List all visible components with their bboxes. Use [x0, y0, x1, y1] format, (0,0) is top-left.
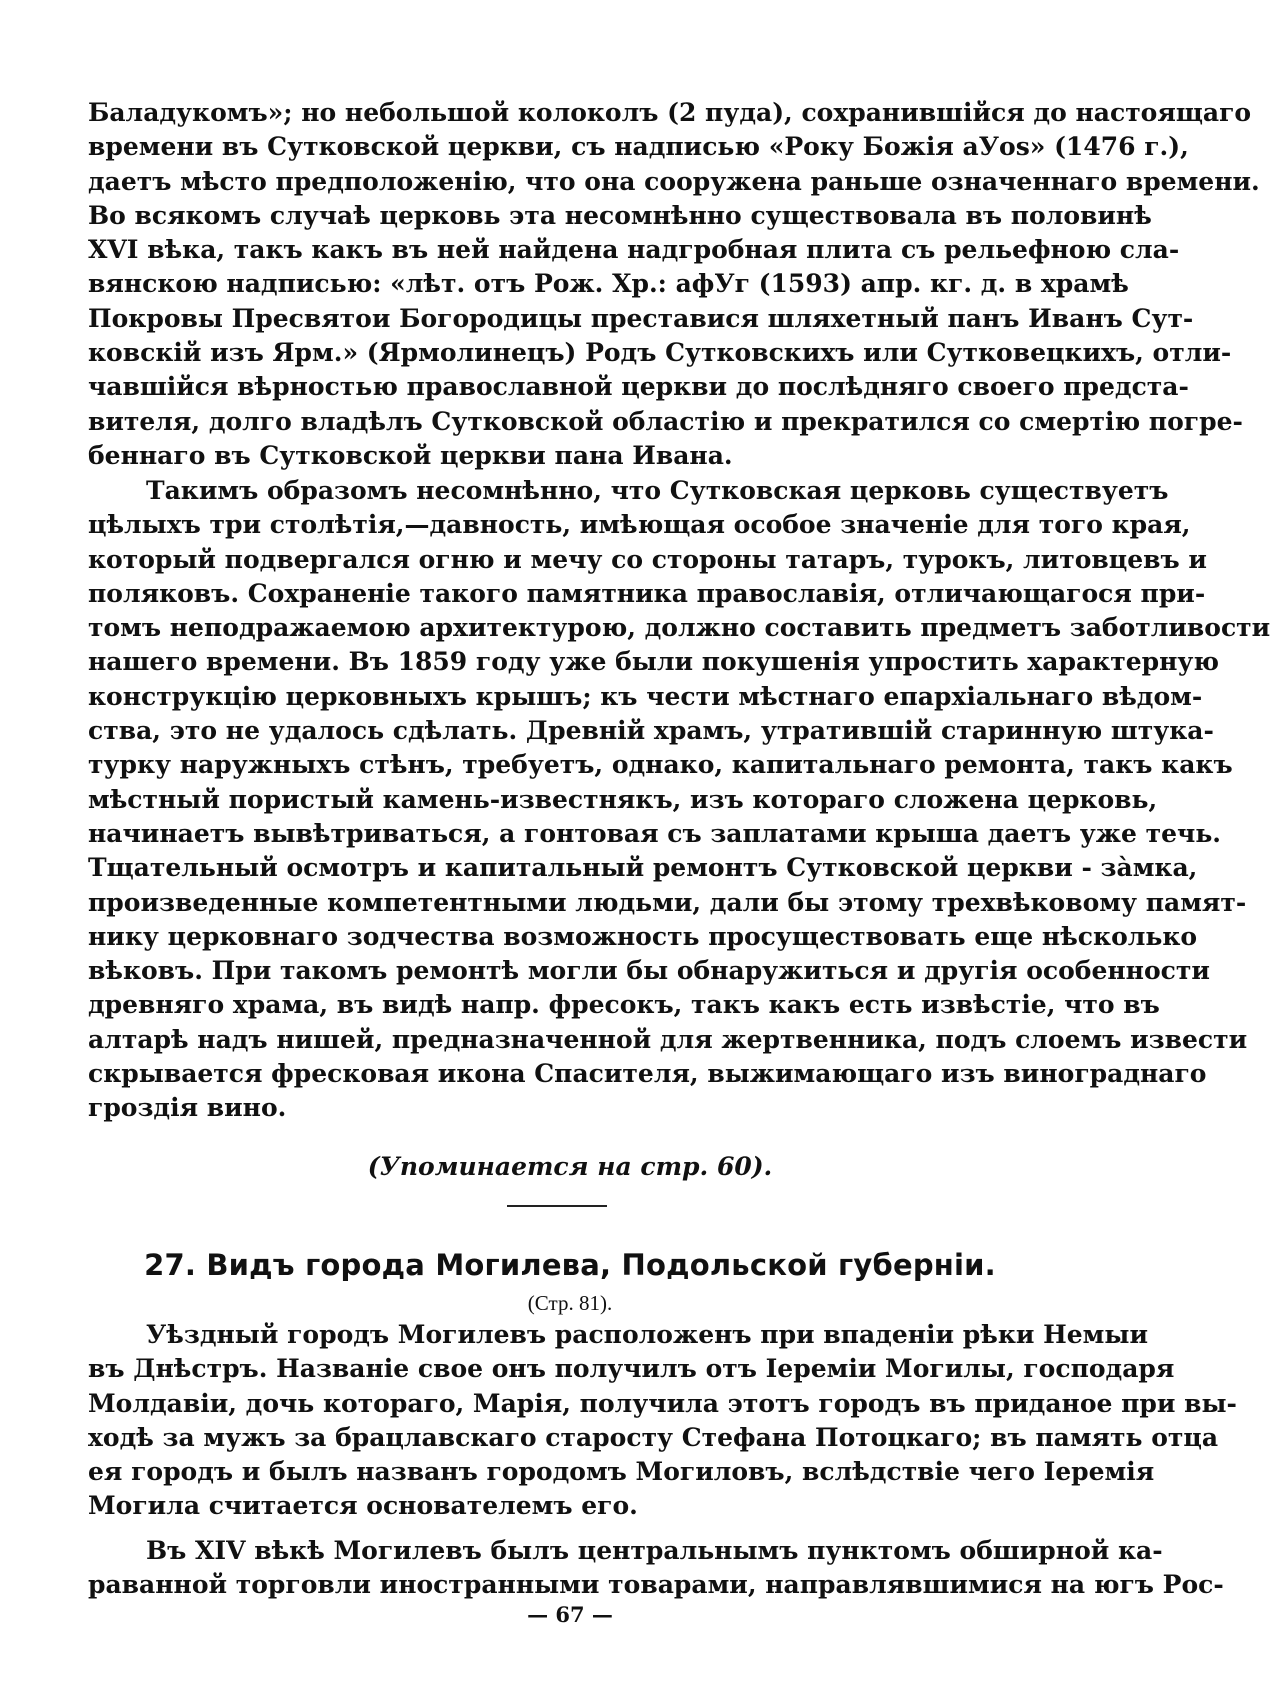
- section-page-reference: (Стр. 81).: [527, 1291, 613, 1315]
- text-line: беннаго въ Сутковской церкви пана Ивана.: [88, 440, 733, 470]
- text-line: томъ неподражаемою архитектурою, должно составить предметъ заботливости: [88, 613, 1270, 643]
- text-line: Молдавіи, дочь котораго, Марія, получила этотъ городъ въ приданое при вы-: [88, 1388, 1237, 1418]
- text-line: Могила считается основателемъ его.: [88, 1491, 638, 1521]
- paragraph-sutkovtsy-history: [88, 96, 1260, 473]
- text-line: конструкцію церковныхъ крышъ; къ чести мѣстнаго епархіальнаго вѣдом-: [88, 681, 1203, 711]
- text-line: раванной торговли иностранными товарами, направлявшимися на югъ Рос-: [88, 1570, 1224, 1600]
- text-line: ства, это не удалось сдѣлать. Древній храмъ, утратившій старинную штука-: [88, 716, 1214, 746]
- text-line: древняго храма, въ видѣ напр. фресокъ, такъ какъ есть извѣстіе, что въ: [88, 990, 1160, 1020]
- text-line: ковскій изъ Ярм.» (Ярмолинецъ) Родъ Сутковскихъ или Сутковецкихъ, отли-: [88, 338, 1232, 368]
- text-line: нику церковнаго зодчества возможность просуществовать еще нѣсколько: [88, 921, 1198, 951]
- paragraph-mogilev-founding: [88, 1318, 1237, 1524]
- section-divider: [507, 1205, 607, 1207]
- text-line: Покровы Пресвятои Богородицы преставися шляхетный панъ Иванъ Сут-: [88, 303, 1194, 333]
- text-line: гроздія вино.: [88, 1093, 287, 1123]
- text-line: ея городъ и былъ названъ городомъ Могиловъ, вслѣдствіе чего Іеремія: [88, 1457, 1155, 1487]
- text-line: Уѣздный городъ Могилевъ расположенъ при впаденіи рѣки Немыи: [146, 1320, 1148, 1349]
- text-line: произведенные компетентными людьми, дали бы этому трехвѣковому памят-: [88, 887, 1247, 917]
- reference-note: (Упоминается на стр. 60).: [367, 1152, 773, 1181]
- text-line: поляковъ. Сохраненіе такого памятника православія, отличающагося при-: [88, 578, 1206, 608]
- text-line: въ Днѣстръ. Названіе свое онъ получилъ отъ Іереміи Могилы, господаря: [88, 1354, 1175, 1384]
- text-line: Такимъ образомъ несомнѣнно, что Сутковская церковь существуетъ: [146, 476, 1169, 505]
- text-line: вянскою надписью: «лѣт. отъ Рож. Хр.: афУг (1593) апр. кг. д. в храмѣ: [88, 269, 1129, 299]
- page-number: — 67 —: [527, 1602, 613, 1627]
- text-line: вителя, долго владѣлъ Сутковской областію и прекратился со смертію погре-: [88, 406, 1243, 436]
- text-line: Во всякомъ случаѣ церковь эта несомнѣнно существовала въ половинѣ: [88, 200, 1152, 230]
- text-line: чавшійся вѣрностью православной церкви до послѣдняго своего предста-: [88, 372, 1189, 402]
- text-line: нашего времени. Въ 1859 году уже были покушенія упростить характерную: [88, 647, 1220, 677]
- text-line: начинаетъ вывѣтриваться, а гонтовая съ заплатами крыша даетъ уже течь.: [88, 818, 1221, 848]
- paragraph-mogilev-trade: [88, 1534, 1224, 1603]
- text-line: скрывается фресковая икона Спасителя, выжимающаго изъ винограднаго: [88, 1059, 1207, 1089]
- text-line: времени въ Сутковской церкви, съ надписью «Року Божія аУоѕ» (1476 г.),: [88, 132, 1189, 162]
- text-line: вѣковъ. При такомъ ремонтѣ могли бы обнаружиться и другія особенности: [88, 956, 1210, 986]
- paragraph-church-preservation: [88, 474, 1270, 1126]
- text-line: цѣлыхъ три столѣтія,—давность, имѣющая особое значеніе для того края,: [88, 510, 1191, 540]
- text-line: Баладукомъ»; но небольшой колоколъ (2 пуда), сохранившійся до настоящаго: [88, 98, 1252, 127]
- text-line: XVI вѣка, такъ какъ въ ней найдена надгробная плита съ рельефною сла-: [88, 235, 1180, 265]
- text-line: даетъ мѣсто предположенію, что она сооружена раньше означеннаго времени.: [88, 166, 1260, 196]
- text-line: алтарѣ надъ нишей, предназначенной для жертвенника, подъ слоемъ извести: [88, 1024, 1248, 1054]
- text-line: который подвергался огню и мечу со стороны татаръ, турокъ, литовцевъ и: [88, 544, 1207, 574]
- section-heading: 27. Видъ города Могилева, Подольской губерніи.: [144, 1248, 996, 1282]
- text-line: ходѣ за мужъ за брацлавскаго старосту Стефана Потоцкаго; въ память отца: [88, 1422, 1219, 1452]
- text-line: турку наружныхъ стѣнъ, требуетъ, однако, капитальнаго ремонта, такъ какъ: [88, 750, 1233, 780]
- text-line: Въ XIV вѣкѣ Могилевъ былъ центральнымъ пунктомъ обширной ка-: [146, 1536, 1163, 1565]
- text-line: мѣстный пористый камень-известнякъ, изъ котораго сложена церковь,: [88, 784, 1158, 814]
- text-line: Тщательный осмотръ и капитальный ремонтъ Сутковской церкви - зàмка,: [88, 853, 1198, 883]
